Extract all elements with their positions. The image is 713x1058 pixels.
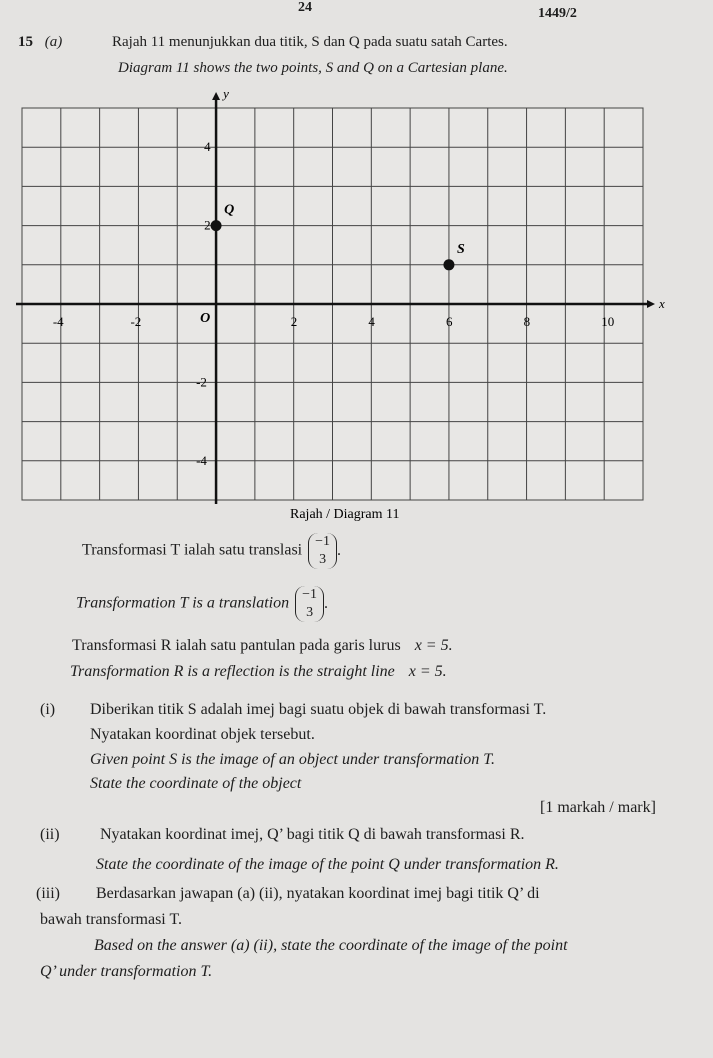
y-axis-arrow	[212, 92, 220, 100]
paper-code: 1449/2	[538, 6, 577, 21]
y-tick-label: 4	[204, 139, 211, 155]
translation-vector-en: −1 3 .	[295, 586, 328, 622]
part-i-marks: [1 markah / mark]	[540, 799, 656, 816]
intro-en: Diagram 11 shows the two points, S and Q on a Cartesian plane.	[118, 60, 508, 76]
point-label-q: Q	[224, 202, 235, 218]
part-ii-ms: Nyatakan koordinat imej, Q’ bagi titik Q di bawah transformasi R.	[100, 826, 525, 843]
part-iii-ms: Berdasarkan jawapan (a) (ii), nyatakan koordinat imej bagi titik Q’ di	[96, 885, 540, 902]
x-tick-label: 4	[368, 314, 375, 329]
part-i-ms2: Nyatakan koordinat objek tersebut.	[90, 726, 315, 743]
x-tick-label: 8	[523, 314, 531, 329]
x-tick-label: 2	[290, 314, 298, 329]
part-ii-number: (ii)	[40, 826, 60, 843]
y-tick-label: -4	[196, 452, 207, 468]
y-axis-label: y	[223, 86, 229, 101]
x-tick-label: 10	[601, 314, 615, 329]
point-label-s: S	[456, 241, 465, 257]
part-iii-en2: Q’ under transformation T.	[40, 963, 213, 980]
transform-t-ms: Transformasi T ialah satu translasi −1 3 .	[82, 534, 342, 567]
intro-ms: Rajah 11 menunjukkan dua titik, S dan Q pada suatu satah Cartes.	[112, 34, 508, 50]
transform-t-en: Transformation T is a translation −1 3 .	[76, 587, 329, 620]
x-axis-arrow	[647, 300, 655, 308]
y-tick-label: -2	[196, 374, 207, 390]
x-tick-label: -2	[130, 314, 142, 329]
question-number: 15 (a)	[18, 34, 63, 50]
page-number: 24	[298, 0, 312, 15]
point-s	[443, 259, 454, 270]
point-q	[211, 220, 222, 231]
part-iii-en: Based on the answer (a) (ii), state the coordinate of the image of the point	[94, 937, 568, 954]
part-i-en2: State the coordinate of the object	[90, 775, 302, 792]
part-iii-ms2: bawah transformasi T.	[40, 911, 183, 928]
part-i-en: Given point S is the image of an object under transformation T.	[90, 751, 496, 768]
origin-label: O	[200, 311, 211, 326]
cartesian-diagram	[0, 80, 713, 526]
x-axis-label: x	[659, 296, 665, 311]
translation-vector: −1 3 .	[308, 533, 341, 569]
part-i-number: (i)	[40, 701, 56, 718]
x-tick-label: -4	[52, 314, 64, 329]
part-iii-number: (iii)	[36, 885, 60, 902]
diagram-caption: Rajah / Diagram 11	[290, 507, 400, 522]
transform-r-en: Transformation R is a reflection is the straight line x = 5.	[70, 663, 447, 680]
transform-r-ms: Transformasi R ialah satu pantulan pada garis lurus x = 5.	[72, 637, 453, 654]
part-i-ms: Diberikan titik S adalah imej bagi suatu objek di bawah transformasi T.	[90, 701, 547, 718]
part-ii-en: State the coordinate of the image of the point Q under transformation R.	[96, 856, 559, 873]
x-tick-label: 6	[445, 314, 453, 329]
y-tick-label: 2	[204, 217, 211, 233]
